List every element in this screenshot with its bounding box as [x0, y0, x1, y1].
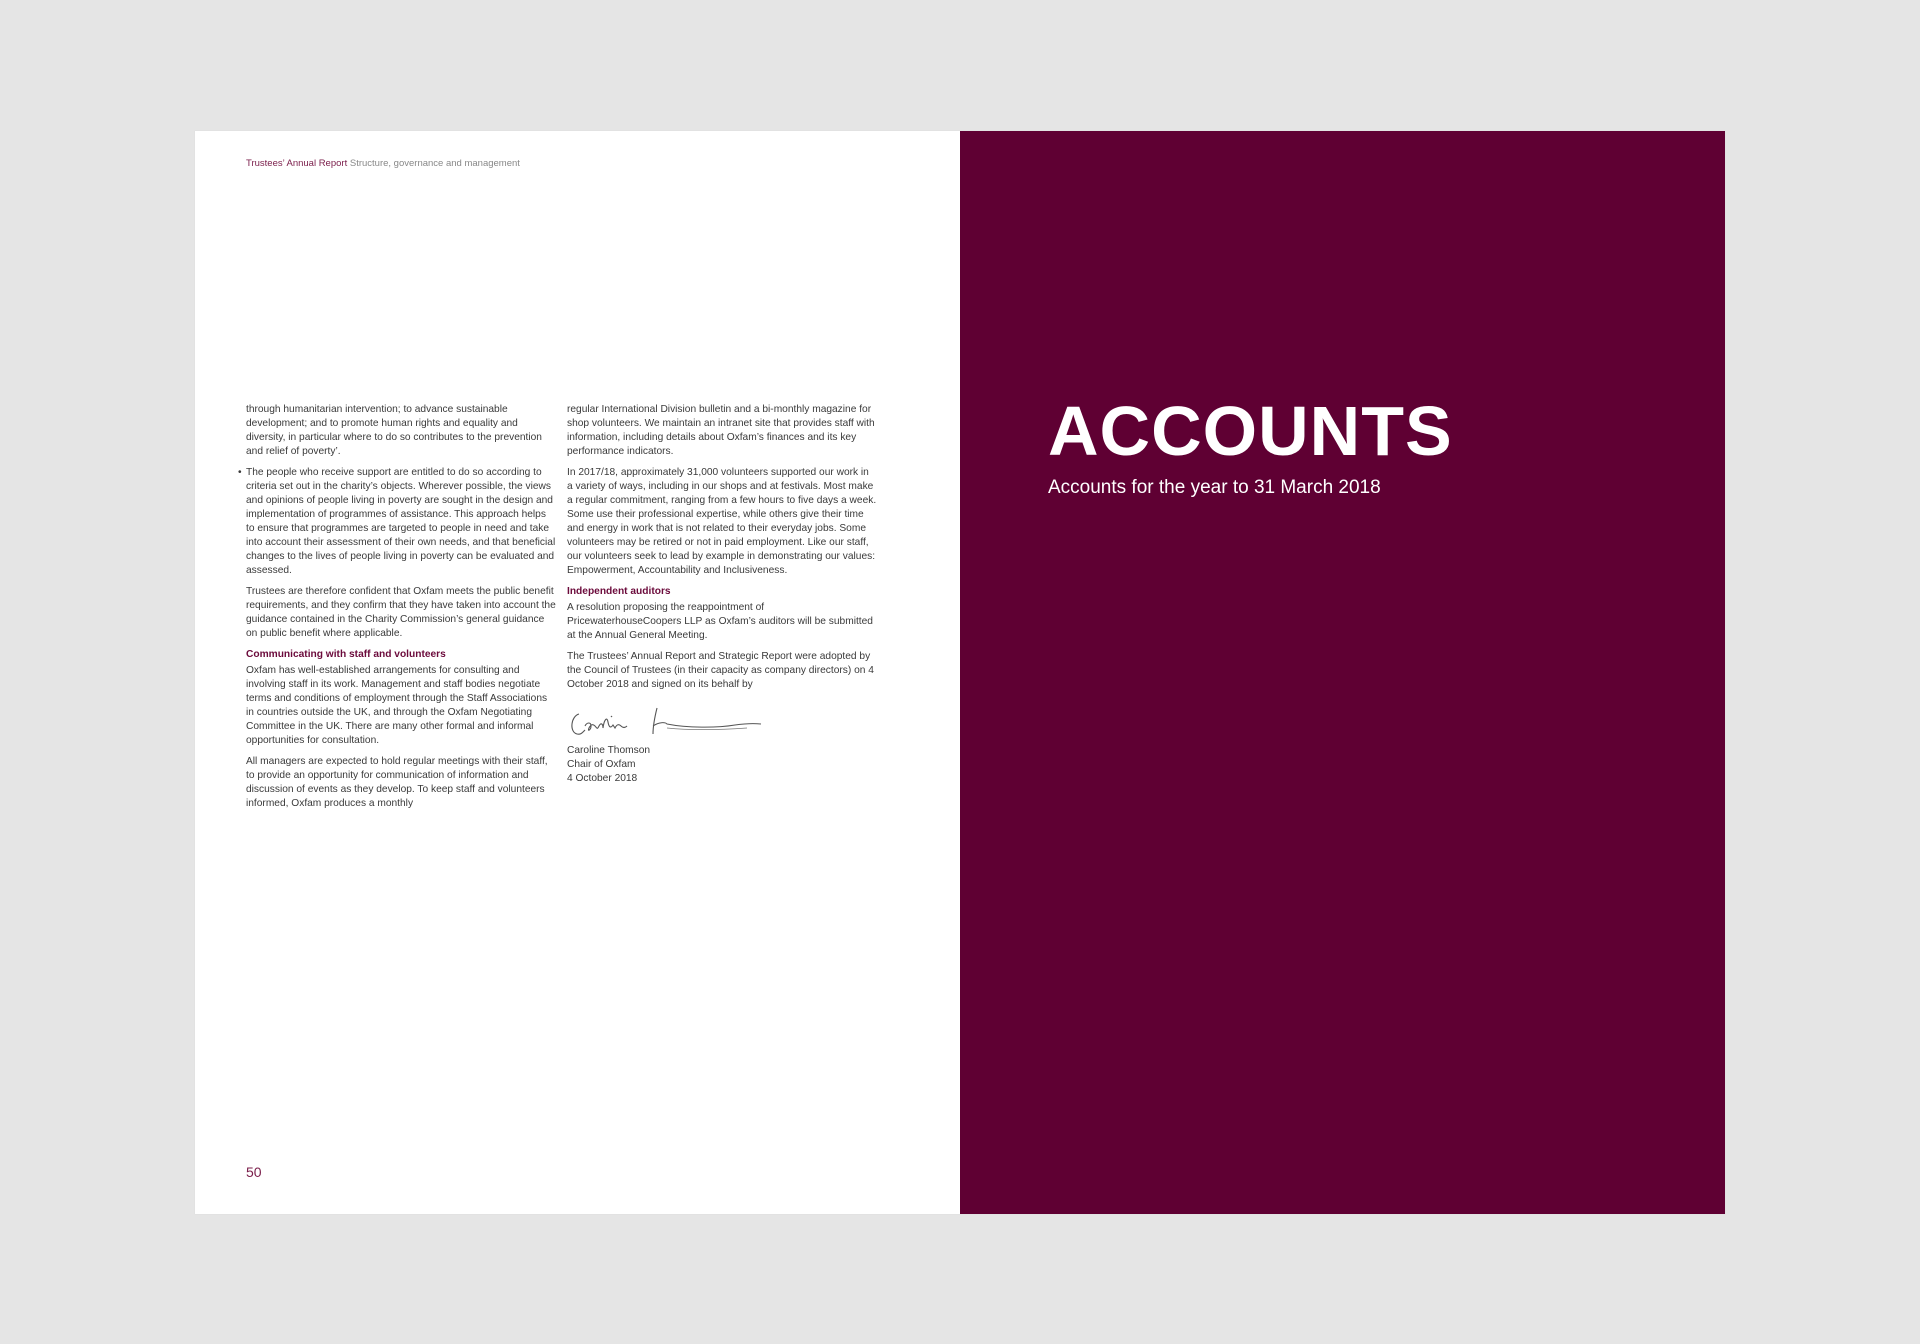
signed-date: 4 October 2018	[567, 773, 638, 784]
document-spread	[195, 131, 1725, 1214]
accounts-title: ACCOUNTS	[1048, 392, 1453, 470]
bullet-item: • The people who receive support are entitled to do so according to criteria set out in the charity’s objects. Wherever possible, the views and opinions of people living in poverty are sought in the design and implementation of programmes of assistance. This approach helps to ensure that programmes are targeted to people in need and take into account their assessment of their own needs, and that beneficial changes to the lives of people living in poverty can be evaluated and assessed.	[246, 466, 556, 578]
text-column-left	[246, 403, 556, 818]
header-section: Trustees’ Annual Report	[246, 158, 348, 169]
paragraph: The Trustees’ Annual Report and Strategic Report were adopted by the Council of Trustees (in their capacity as company directors) on 4 October 2018 and signed on its behalf by	[567, 651, 874, 690]
accounts-subtitle: Accounts for the year to 31 March 2018	[1048, 477, 1381, 498]
signature-block	[567, 702, 877, 786]
header-subsection: Structure, governance and management	[349, 158, 520, 169]
handwritten-signature	[567, 702, 767, 742]
paragraph: All managers are expected to hold regular meetings with their staff, to provide an opportunity for communication of information and discussion of events as they develop. To keep staff and volunteers informed, Oxfam produces a monthly	[246, 756, 548, 809]
page-number: 50	[246, 1164, 262, 1180]
bullet-list	[246, 466, 556, 578]
signer-name: Caroline Thomson	[567, 745, 651, 756]
signer-role: Chair of Oxfam	[567, 759, 636, 770]
paragraph: Oxfam has well-established arrangements for consulting and involving staff in its work. Management and staff bodies negotiate terms and conditions of employment through the Staff Associations in countries outside the UK, and through the Oxfam Negotiating Committee in the UK. There are many other formal and informal opportunities for consultation.	[246, 665, 548, 746]
paragraph: through humanitarian intervention; to advance sustainable development; and to promote human rights and equality and diversity, in particular where to do so contributes to the prevention and relief of poverty’.	[246, 404, 542, 457]
section-heading-communicating: Communicating with staff and volunteers	[246, 649, 446, 660]
paragraph: A resolution proposing the reappointment of PricewaterhouseCoopers LLP as Oxfam’s auditors will be submitted at the Annual General Meeting.	[567, 602, 873, 641]
section-heading-auditors: Independent auditors	[567, 586, 671, 597]
paragraph: Trustees are therefore confident that Oxfam meets the public benefit requirements, and they confirm that they have taken into account the guidance contained in the Charity Commission’s general guidance on public benefit where applicable.	[246, 586, 556, 639]
paragraph: In 2017/18, approximately 31,000 volunteers supported our work in a variety of ways, including in our shops and at festivals. Most make a regular commitment, ranging from a few hours to five days a week. Some use their professional expertise, while others give their time and energy in work that is not related to their everyday jobs. Some volunteers may be retired or not in paid employment. Like our staff, our volunteers seek to lead by example in demonstrating our values: Empowerment, Accountability and Inclusiveness.	[567, 467, 877, 576]
paragraph: regular International Division bulletin and a bi-monthly magazine for shop volunteers. We maintain an intranet site that provides staff with information, including details about Oxfam’s finances and its key performance indicators.	[567, 404, 875, 457]
text-column-right	[567, 403, 877, 786]
right-page	[960, 131, 1725, 1214]
left-page	[195, 131, 960, 1214]
running-header	[246, 158, 520, 169]
